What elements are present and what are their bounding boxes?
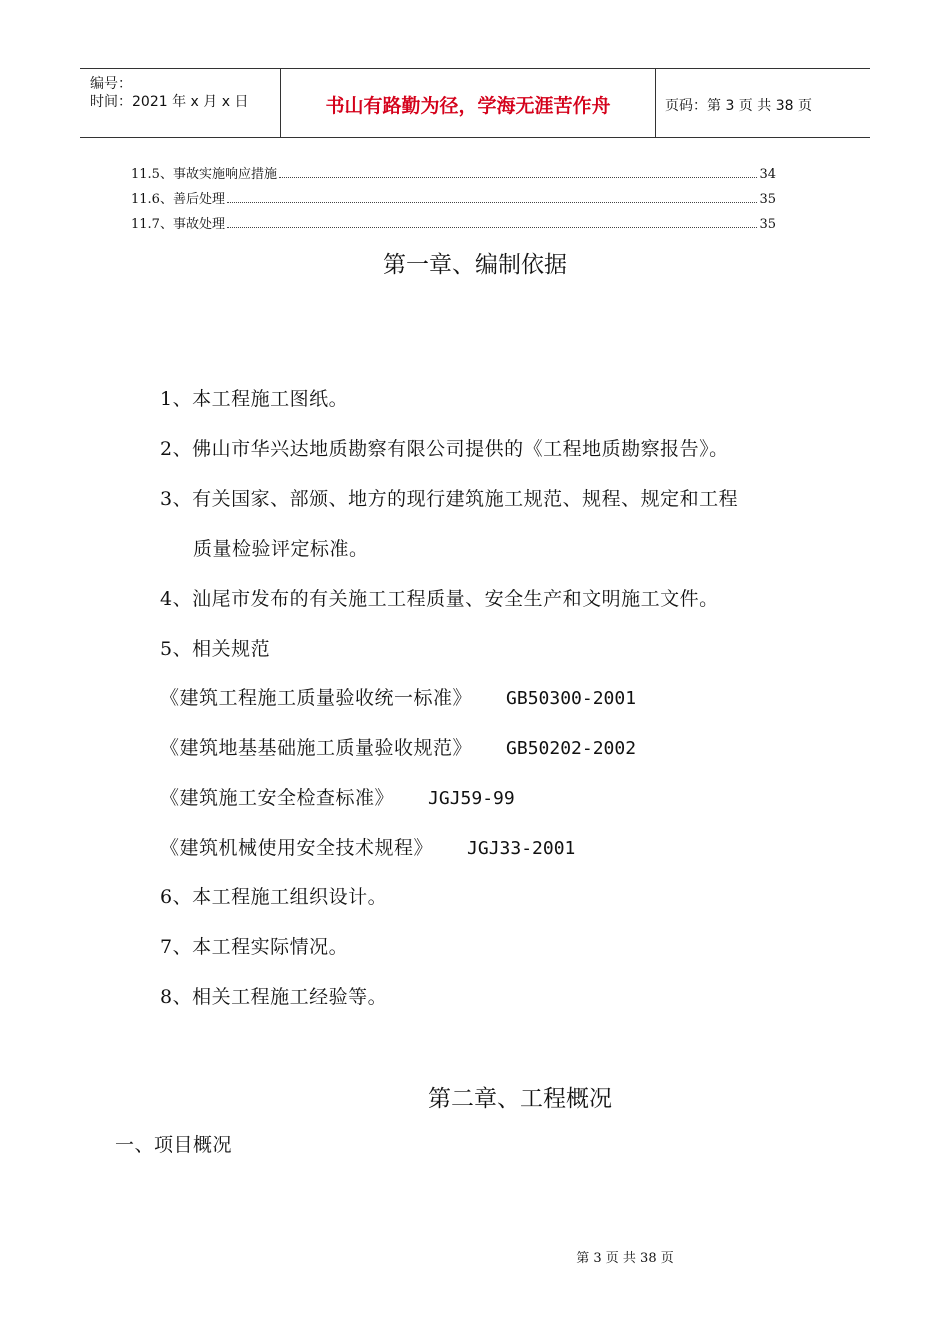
basis-item: 7、本工程实际情况。	[160, 936, 349, 958]
toc-entry-label: 11.7、事故处理	[131, 217, 225, 232]
chapter-1-title: 第一章、编制依据	[383, 252, 567, 278]
basis-item: 4、汕尾市发布的有关施工工程质量、安全生产和文明施工文件。	[160, 588, 719, 610]
standard-name: 《建筑施工安全检查标准》	[160, 787, 395, 809]
basis-item: 5、相关规范	[160, 638, 271, 660]
section-heading: 一、项目概况	[115, 1134, 233, 1156]
standard-entry	[160, 683, 636, 710]
standard-name: 《建筑机械使用安全技术规程》	[160, 837, 434, 859]
standard-code: JGJ59-99	[428, 788, 515, 809]
header-page-info: 页码：第 3 页 共 38 页	[665, 98, 812, 114]
header-right-cell	[655, 69, 870, 137]
time-label: 时间：2021 年 x 月 x 日	[90, 94, 249, 110]
basis-item: 3、有关国家、部颁、地方的现行建筑施工规范、规程、规定和工程	[160, 488, 739, 510]
toc-entry-page: 35	[759, 217, 776, 232]
page-header	[80, 68, 870, 138]
standard-code: JGJ33-2001	[467, 838, 576, 859]
toc-leader-dots	[227, 202, 758, 203]
basis-item: 6、本工程施工组织设计。	[160, 886, 388, 908]
header-center-cell	[280, 69, 656, 137]
toc-entry-page: 35	[759, 192, 776, 207]
standard-name: 《建筑地基基础施工质量验收规范》	[160, 737, 473, 759]
toc-entry[interactable]	[131, 188, 776, 206]
toc-leader-dots	[227, 227, 758, 228]
toc-entry[interactable]	[131, 163, 776, 181]
number-label: 编号：	[90, 76, 132, 92]
basis-item: 8、相关工程施工经验等。	[160, 986, 388, 1008]
basis-item-continuation: 质量检验评定标准。	[193, 538, 369, 560]
header-motto: 书山有路勤为径，学海无涯苦作舟	[325, 95, 611, 117]
standard-code: GB50300-2001	[506, 688, 637, 709]
standard-entry	[160, 783, 515, 810]
standard-entry	[160, 733, 636, 760]
standard-entry	[160, 833, 575, 860]
toc-leader-dots	[279, 177, 758, 178]
basis-item: 1、本工程施工图纸。	[160, 388, 349, 410]
toc-entry-page: 34	[759, 167, 776, 182]
header-left-cell	[80, 69, 280, 137]
standard-name: 《建筑工程施工质量验收统一标准》	[160, 687, 473, 709]
toc-entry-label: 11.5、事故实施响应措施	[131, 167, 277, 182]
standard-code: GB50202-2002	[506, 738, 637, 759]
chapter-2-title: 第二章、工程概况	[428, 1086, 612, 1112]
toc-entry-label: 11.6、善后处理	[131, 192, 225, 207]
page-footer: 第 3 页 共 38 页	[576, 1251, 674, 1266]
toc-entry[interactable]	[131, 213, 776, 231]
basis-item: 2、佛山市华兴达地质勘察有限公司提供的《工程地质勘察报告》。	[160, 438, 729, 460]
